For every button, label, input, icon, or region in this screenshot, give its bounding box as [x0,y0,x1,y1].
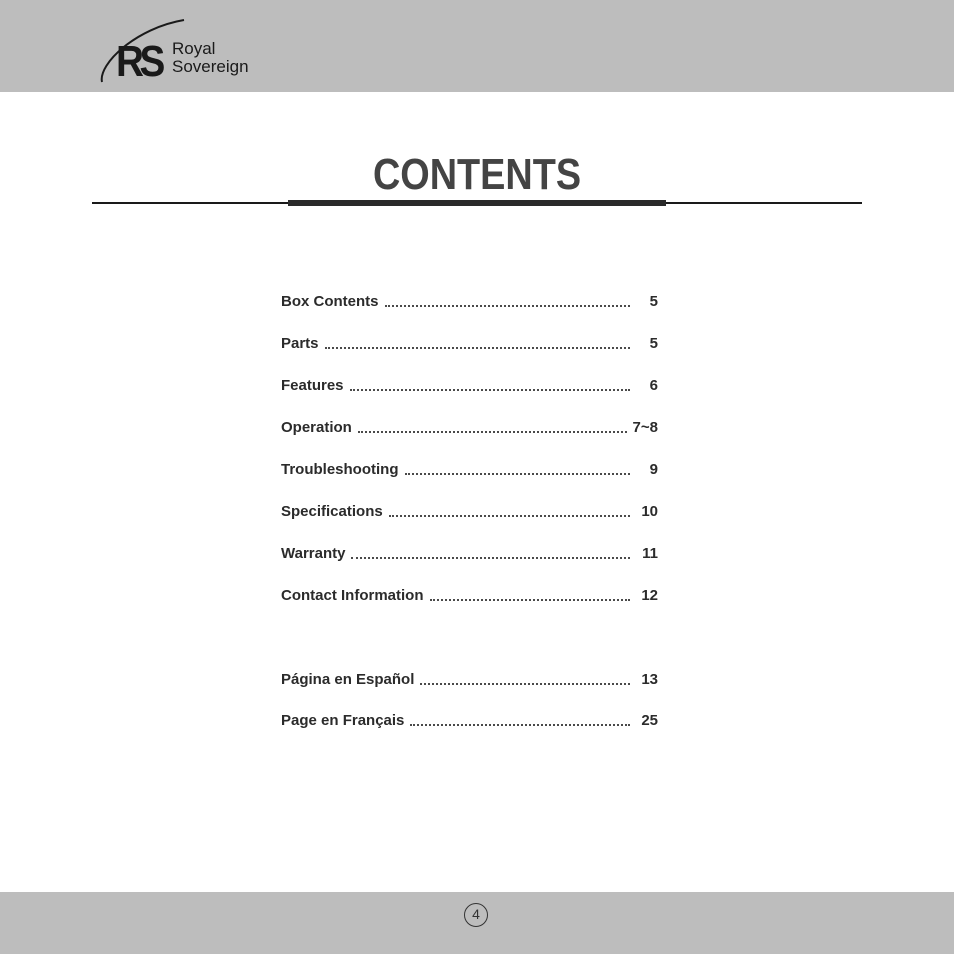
toc-label: Parts [281,335,319,352]
toc-entry-warranty[interactable] [281,540,658,564]
brand-logo [96,16,296,88]
toc-leader-dots [358,431,627,433]
toc-leader-dots [420,683,630,685]
toc-leader-dots [350,389,630,391]
toc-label: Warranty [281,545,346,562]
toc-label: Operation [281,419,352,436]
toc-label: Contact Information [281,587,424,604]
toc-page: 13 [641,671,658,688]
toc-page: 9 [649,461,658,478]
toc-leader-dots [389,515,630,517]
toc-leader-dots [405,473,631,475]
page-title: CONTENTS [372,150,582,199]
toc-entry-troubleshooting[interactable] [281,456,658,480]
toc-page: 12 [641,587,658,604]
toc-entry-features[interactable] [281,372,658,396]
toc-page: 5 [649,293,658,310]
title-rule-accent [288,200,666,206]
toc-page: 5 [649,335,658,352]
toc-page: 10 [641,503,658,520]
toc-label: Features [281,377,344,394]
toc-leader-dots [430,599,631,601]
toc-page: 25 [641,712,658,729]
toc-label: Page en Français [281,712,405,729]
toc-page: 7~8 [632,419,658,436]
toc-entry-box-contents[interactable] [281,288,658,312]
toc-entry-parts[interactable] [281,330,658,354]
toc-leader-dots [351,557,630,559]
toc-entry-french[interactable] [281,707,658,731]
toc-entry-spanish[interactable] [281,666,658,690]
logo-name-line2: Sovereign [172,57,249,76]
toc-leader-dots [385,305,631,307]
logo-mark: RS [116,37,161,86]
toc-label: Box Contents [281,293,379,310]
toc-page: 11 [642,545,658,562]
toc-entry-specifications[interactable] [281,498,658,522]
toc-label: Página en Español [281,671,415,688]
toc-entry-contact-information[interactable] [281,582,658,606]
logo-wordmark [172,40,249,76]
header-band [0,0,954,92]
toc-label: Troubleshooting [281,461,399,478]
logo-name-line1: Royal [172,39,216,58]
toc-label: Specifications [281,503,383,520]
page-number: 4 [464,903,488,927]
toc-leader-dots [410,724,630,726]
toc-page: 6 [649,377,658,394]
toc-leader-dots [325,347,630,349]
toc-entry-operation[interactable] [281,414,658,438]
